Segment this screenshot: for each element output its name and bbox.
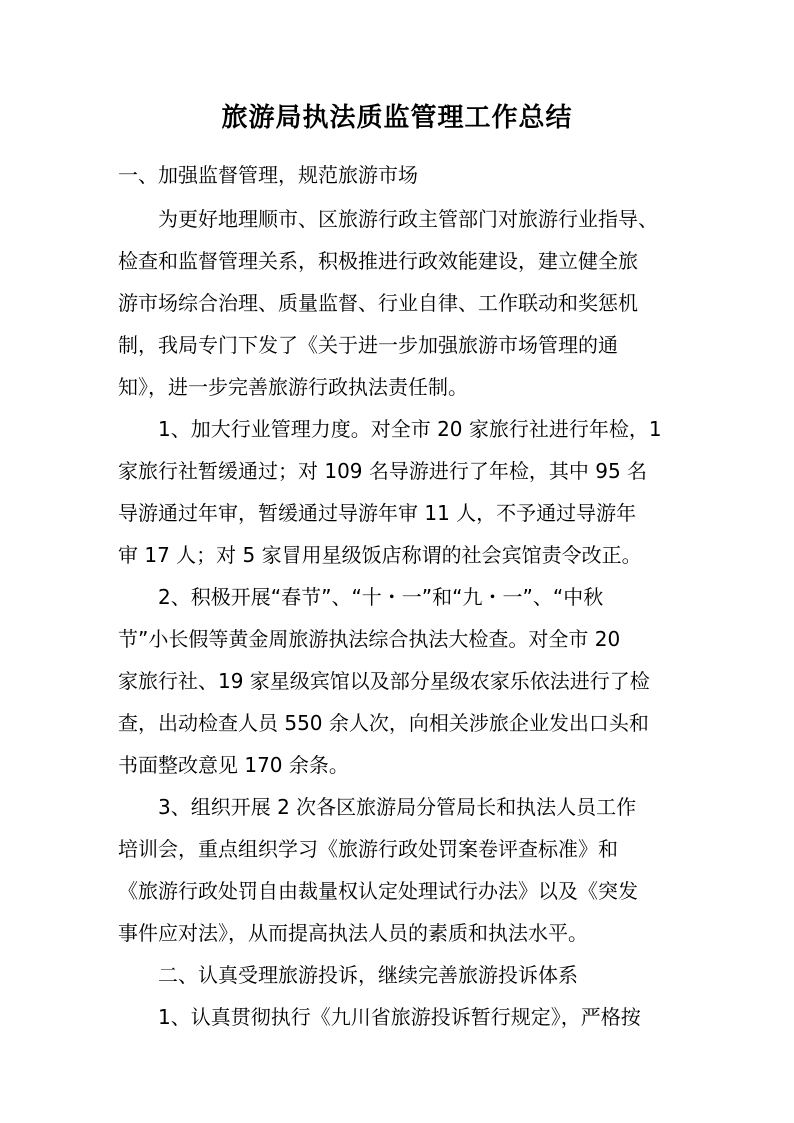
paragraph-line: 导游通过年审，暂缓通过导游年审 11 人，不予通过导游年 xyxy=(118,501,637,525)
paragraph-line: 培训会，重点组织学习《旅游行政处罚案卷评查标准》和 xyxy=(118,837,618,861)
paragraph-line: 制，我局专门下发了《关于进一步加强旅游市场管理的通 xyxy=(118,333,618,357)
paragraph-line: 事件应对法》，从而提高执法人员的素质和执法水平。 xyxy=(118,921,588,945)
paragraph-line: 检查和监督管理关系，积极推进行政效能建设，建立健全旅 xyxy=(118,249,638,273)
section-heading-2: 二、认真受理旅游投诉，继续完善旅游投诉体系 xyxy=(158,963,578,987)
paragraph-line: 为更好地理顺市、区旅游行政主管部门对旅游行业指导、 xyxy=(158,207,658,231)
paragraph-line: 知》，进一步完善旅游行政执法责任制。 xyxy=(118,375,468,399)
paragraph-line: 《旅游行政处罚自由裁量权认定处理试行办法》以及《突发 xyxy=(118,879,638,903)
paragraph-line: 节”小长假等黄金周旅游执法综合执法大检查。对全市 20 xyxy=(118,627,621,651)
paragraph-line: 1、加大行业管理力度。对全市 20 家旅行社进行年检，1 xyxy=(158,417,662,441)
paragraph-line: 家旅行社、19 家星级宾馆以及部分星级农家乐依法进行了检 xyxy=(118,669,650,693)
section-heading-1: 一、加强监督管理，规范旅游市场 xyxy=(118,163,418,187)
paragraph-line: 查，出动检查人员 550 余人次，向相关涉旅企业发出口头和 xyxy=(118,711,649,735)
paragraph-line: 2、积极开展“春节”、“十・一”和“九・一”、“中秋 xyxy=(158,585,604,609)
paragraph-line: 1、认真贯彻执行《九川省旅游投诉暂行规定》，严格按 xyxy=(158,1005,641,1029)
document-title: 旅游局执法质监管理工作总结 xyxy=(221,103,573,133)
paragraph-line: 游市场综合治理、质量监督、行业自律、工作联动和奖惩机 xyxy=(118,291,638,315)
paragraph-line: 3、组织开展 2 次各区旅游局分管局长和执法人员工作 xyxy=(158,795,637,819)
paragraph-line: 审 17 人；对 5 家冒用星级饭店称谓的社会宾馆责令改正。 xyxy=(118,543,642,567)
paragraph-line: 书面整改意见 170 余条。 xyxy=(118,753,349,777)
paragraph-line: 家旅行社暂缓通过；对 109 名导游进行了年检，其中 95 名 xyxy=(118,459,648,483)
